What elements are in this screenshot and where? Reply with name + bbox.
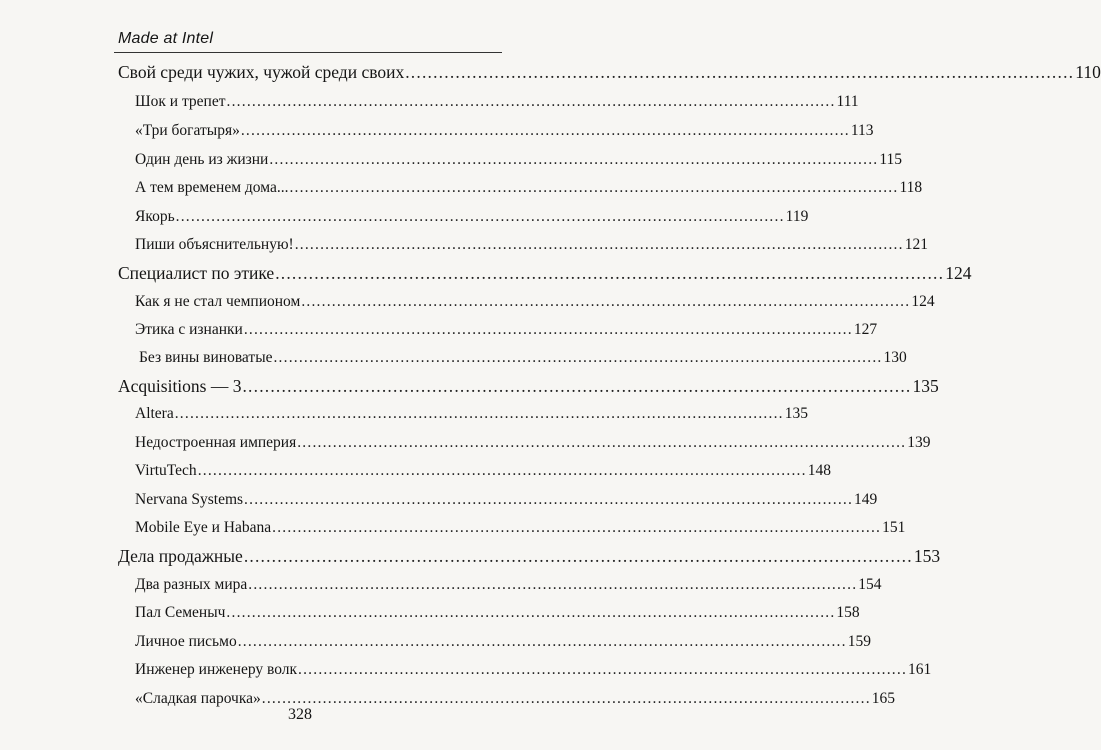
toc-entry-title: VirtuTech (135, 462, 197, 479)
dot-leader: ........................................................................................................................ (242, 376, 912, 396)
toc-entry-page: 148 (807, 462, 831, 479)
toc-entry-title: «Три богатыря» (135, 122, 240, 139)
dot-leader: ........................................................................................................................ (297, 434, 907, 451)
toc-entry-page: 161 (908, 661, 932, 678)
dot-leader: ........................................................................................................................ (240, 122, 850, 139)
toc-entry-page: 159 (847, 633, 871, 650)
dot-leader: ........................................................................................................................ (243, 546, 913, 566)
dot-leader: ........................................................................................................................ (174, 405, 784, 422)
toc-entry-page: 149 (854, 491, 878, 508)
toc-entry-page: 113 (850, 122, 874, 139)
running-header: Made at Intel (118, 30, 214, 47)
dot-leader: ........................................................................................................................ (289, 179, 899, 196)
dot-leader: ........................................................................................................................ (226, 93, 836, 110)
toc-entry-title: Специалист по этике (118, 263, 275, 283)
dot-leader: ........................................................................................................................ (301, 293, 911, 310)
dot-leader: ........................................................................................................................ (269, 151, 879, 168)
dot-leader: ........................................................................................................................ (272, 519, 882, 536)
toc-section-entry (135, 235, 928, 255)
toc-entry-page: 118 (899, 179, 923, 196)
toc-entry-page: 121 (904, 236, 928, 253)
toc-section-entry (135, 292, 935, 312)
toc-entry-title: Пал Семеныч (135, 604, 226, 621)
toc-section-entry (135, 433, 931, 453)
toc-entry-page: 124 (911, 293, 935, 310)
toc-section-entry (135, 575, 882, 595)
toc-entry-page: 139 (907, 434, 931, 451)
toc-entry-page: 127 (853, 321, 878, 338)
toc-section-entry (135, 320, 878, 340)
toc-entry-title: Якорь (135, 208, 175, 225)
toc-entry-title: Недостроенная империя (135, 434, 297, 451)
toc-chapter-entry (118, 546, 941, 566)
toc-entry-page: 158 (836, 604, 860, 621)
page-number: 328 (288, 706, 312, 723)
dot-leader: ........................................................................................................................ (243, 321, 853, 338)
toc-section-entry (135, 518, 906, 538)
toc-section-entry (139, 348, 907, 368)
dot-leader: ........................................................................................................................ (261, 690, 871, 707)
dot-leader: ........................................................................................................................ (226, 604, 836, 621)
dot-leader: ........................................................................................................................ (273, 349, 883, 366)
toc-entry-title: Пиши объяснительную! (135, 236, 294, 253)
dot-leader: ........................................................................................................................ (275, 263, 945, 283)
dot-leader: ........................................................................................................................ (248, 576, 858, 593)
toc-entry-page: 111 (836, 93, 859, 110)
dot-leader: ........................................................................................................................ (237, 633, 847, 650)
toc-section-entry (135, 490, 878, 510)
toc-section-entry (135, 121, 874, 141)
dot-leader: ........................................................................................................................ (405, 62, 1075, 82)
toc-section-entry (135, 632, 871, 652)
toc-entry-title: Дела продажные (118, 546, 243, 566)
toc-entry-title: Nervana Systems (135, 491, 244, 508)
toc-entry-title: Altera (135, 405, 174, 422)
toc-entry-title: А тем временем дома... (135, 179, 289, 196)
toc-entry-title: Без вины виноватые (139, 349, 273, 366)
toc-chapter-entry (118, 263, 972, 283)
toc-entry-page: 154 (858, 576, 882, 593)
toc-section-entry (135, 404, 808, 424)
toc-entry-title: Свой среди чужих, чужой среди своих (118, 62, 405, 82)
toc-section-entry (135, 207, 809, 227)
toc-entry-page: 110 (1075, 62, 1101, 82)
toc-entry-title: Один день из жизни (135, 151, 269, 168)
toc-entry-page: 153 (913, 546, 941, 566)
dot-leader: ........................................................................................................................ (294, 236, 904, 253)
toc-entry-title: Шок и трепет (135, 93, 226, 110)
toc-entry-page: 135 (912, 376, 939, 396)
toc-entry-page: 151 (882, 519, 906, 536)
dot-leader: ........................................................................................................................ (197, 462, 807, 479)
toc-section-entry (135, 150, 903, 170)
toc-entry-title: Mobile Eye и Habana (135, 519, 272, 536)
dot-leader: ........................................................................................................................ (175, 208, 785, 225)
toc-section-entry (135, 461, 831, 481)
toc-section-entry (135, 178, 923, 198)
toc-entry-page: 165 (871, 690, 896, 707)
toc-entry-title: Acquisitions — 3 (118, 376, 242, 396)
toc-entry-title: «Сладкая парочка» (135, 690, 261, 707)
toc-chapter-entry (118, 376, 939, 396)
toc-entry-page: 115 (879, 151, 903, 168)
toc-entry-title: Личное письмо (135, 633, 237, 650)
toc-entry-page: 124 (945, 263, 972, 283)
toc-section-entry (135, 603, 860, 623)
toc-entry-page: 135 (784, 405, 808, 422)
toc-entry-title: Два разных мира (135, 576, 248, 593)
toc-entry-page: 130 (883, 349, 907, 366)
toc-entry-title: Инженер инженеру волк (135, 661, 298, 678)
dot-leader: ........................................................................................................................ (244, 491, 854, 508)
toc-section-entry (135, 660, 932, 680)
toc-entry-page: 119 (785, 208, 809, 225)
toc-entry-title: Как я не стал чемпионом (135, 293, 301, 310)
toc-chapter-entry (118, 62, 1101, 82)
dot-leader: ........................................................................................................................ (298, 661, 908, 678)
toc-entry-title: Этика с изнанки (135, 321, 243, 338)
toc-section-entry (135, 92, 859, 112)
